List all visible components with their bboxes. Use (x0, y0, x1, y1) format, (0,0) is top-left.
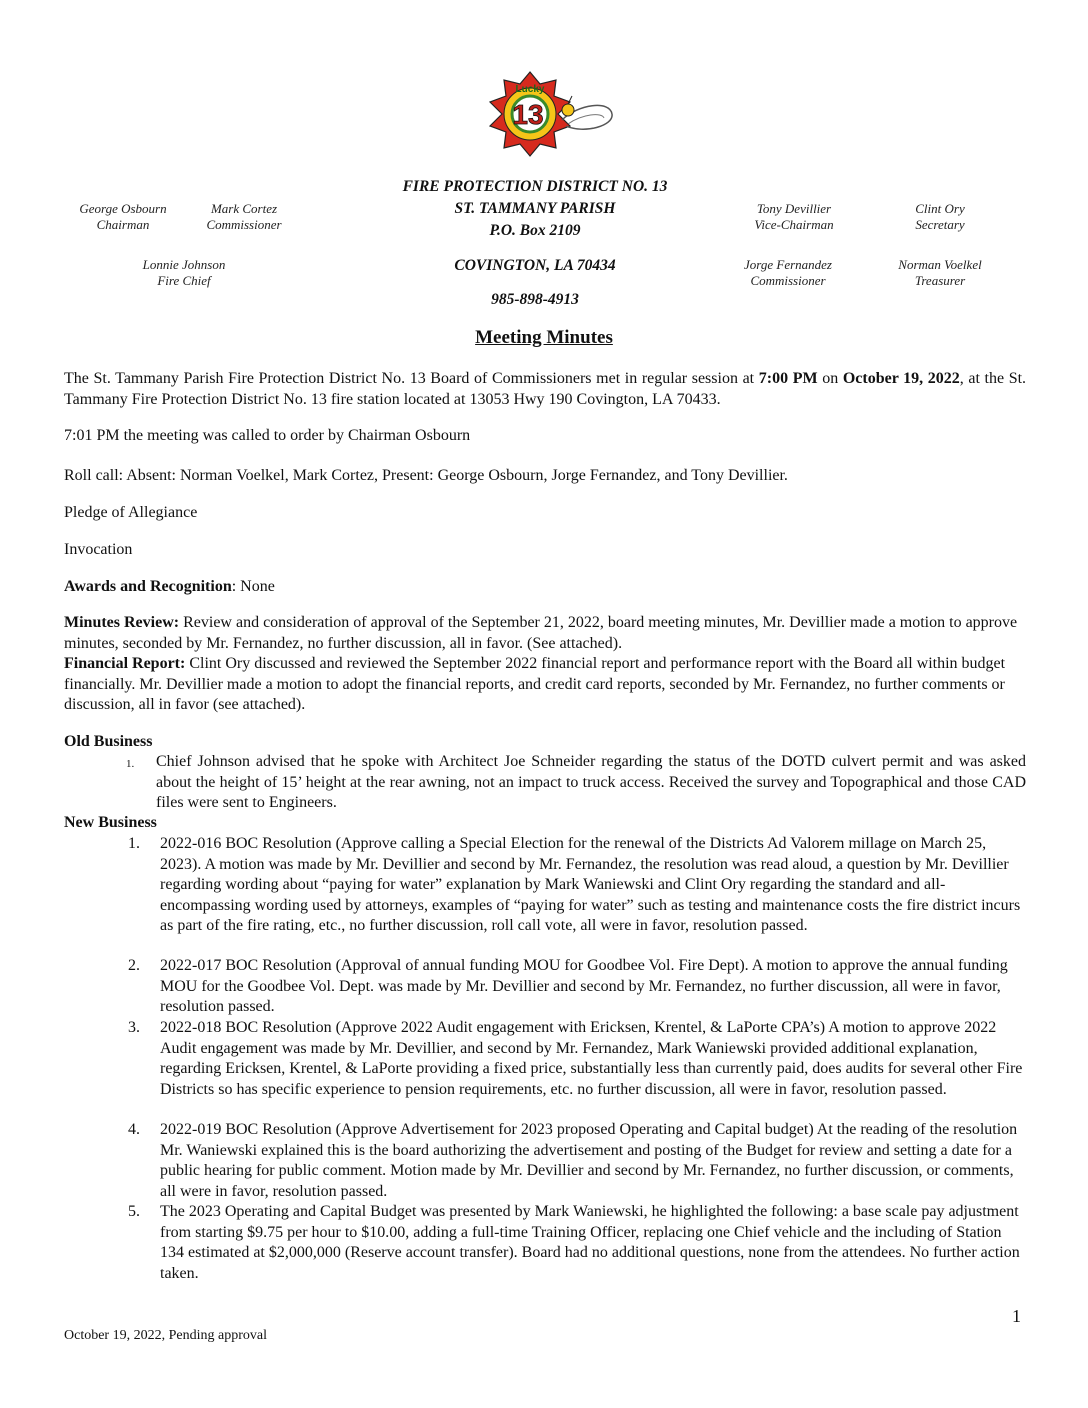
roll-call: Roll call: Absent: Norman Voelkel, Mark Cortez, Present: George Osbourn, Jorge Fernandez, and Tony Devillier. (64, 467, 788, 484)
header-person: Lonnie Johnson Fire Chief (142, 257, 226, 288)
header-person: Norman Voelkel Treasurer (898, 257, 982, 288)
header-person: Mark Cortez Commissioner (206, 201, 282, 232)
invocation: Invocation (64, 541, 133, 558)
page-number: 1 (1012, 1306, 1021, 1326)
list-item: 2022-017 BOC Resolution (Approval of annual funding MOU for Goodbee Vol. Fire Dept). A motion to approve the annual funding MOU for the Goodbee Vol. Dept. was made by Mr. Devillier and second by Mr. Fernandez, no further discussion, all were in favor, resolution passed. (160, 957, 1008, 1015)
minutes-review: Minutes Review: Review and consideration of approval of the September 21, 2022, board meeting minutes, Mr. Devillier made a motion to approve minutes, seconded by Mr. Fernandez, no further discussion, all in favor. (See attached). (64, 614, 1018, 652)
footer-text: October 19, 2022, Pending approval (64, 1328, 267, 1343)
awards: Awards and Recognition: None (64, 578, 275, 595)
list-number: 5. (128, 1203, 140, 1220)
list-number: 1. (126, 758, 135, 770)
header-person: Clint Ory Secretary (915, 201, 965, 232)
list-item: 2022-019 BOC Resolution (Approve Advertisement for 2023 proposed Operating and Capital budget) At the reading of the resolution Mr. Waniewski explained this is the board authorizing the advertisement and posting of the Budget for review and setting a date for a public hearing for public comment. Motion made by Mr. Devillier and second by Mr. Fernandez, no further discussion, or comments, all were in favor, resolution passed. (160, 1121, 1018, 1200)
intro-paragraph: The St. Tammany Parish Fire Protection District No. 13 Board of Commissioners met in regular session at 7:00 PM on October 19, 2022, at the St. Tammany Fire Protection District No. 13 fire station located at 13053 Hwy 190 Covington, LA 70433. (64, 370, 1027, 408)
header-phone: 985-898-4913 (491, 291, 579, 308)
header-city: COVINGTON, LA 70434 (454, 257, 616, 274)
header-parish: ST. TAMMANY PARISH (454, 200, 616, 217)
old-business-heading: Old Business (64, 733, 153, 750)
call-to-order: 7:01 PM the meeting was called to order by Chairman Osbourn (64, 427, 471, 444)
list-number: 1. (128, 835, 140, 852)
header-org-name: FIRE PROTECTION DISTRICT NO. 13 (402, 178, 668, 195)
list-item: Chief Johnson advised that he spoke with Architect Joe Schneider regarding the status of the DOTD culvert permit and was asked about the height of 15’ height at the rear awning, not an impact to truck access. Received the survey and Topographical and those CAD files were sent to Engineers. (156, 753, 1026, 811)
header-person: George Osbourn Chairman (79, 201, 167, 232)
financial-report: Financial Report: Clint Ory discussed and reviewed the September 2022 financial report and performance report with the Board all within budget financially. Mr. Devillier made a motion to adopt the financial reports, and credit card reports, seconded by Mr. Fernandez, no further comments or discussion, all in favor (see attached). (64, 655, 1006, 713)
list-item: 2022-016 BOC Resolution (Approve calling a Special Election for the renewal of the Districts Ad Valorem millage on March 25, 2023). A motion was made by Mr. Devillier and second by Mr. Fernandez, the resolution was read aloud, a question by Mr. Devillier regarding wording about “paying for water” explanation by Mark Waniewski and Clint Ory regarding the standard and all-encompassing wording used by attorneys, examples of “paying for water” such as testing and maintenance costs the fire district incurs as part of the fire rating, etc., no further discussion, roll call vote, all were in favor, resolution passed. (160, 835, 1021, 934)
logo-arc-text: Lucky (515, 84, 545, 95)
logo-number: 13 (512, 99, 544, 130)
header-person: Jorge Fernandez Commissioner (744, 257, 832, 288)
list-number: 4. (128, 1121, 140, 1138)
page-title: Meeting Minutes (475, 327, 613, 348)
list-item: The 2023 Operating and Capital Budget was presented by Mark Waniewski, he highlighted the following: a base scale pay adjustment from starting $9.75 per hour to $10.00, adding a full-time Training Officer, replacing one Chief vehicle and the including of Station 134 estimated at $2,000,000 (Reserve account transfer). Board had no additional questions, none from the attendees. No further action taken. (160, 1203, 1020, 1282)
pledge: Pledge of Allegiance (64, 504, 198, 521)
new-business-heading: New Business (64, 814, 157, 831)
header-po-box: P.O. Box 2109 (489, 222, 581, 239)
list-item: 2022-018 BOC Resolution (Approve 2022 Audit engagement with Ericksen, Krentel, & LaPorte CPA’s) A motion to approve 2022 Audit engagement was made by Mr. Devillier, and second by Mr. Fernandez, Mark Waniewski provided additional explanation, regarding Ericksen, Krentel, & LaPorte providing a fixed price, substantially less than currently paid, does audits for several other Fire Districts so has specific experience to pension requirements, etc. no further discussion, all were in favor, resolution passed. (160, 1019, 1023, 1098)
list-number: 3. (128, 1019, 140, 1036)
list-number: 2. (128, 957, 140, 974)
header-person: Tony Devillier Vice-Chairman (754, 201, 834, 232)
district-logo (470, 70, 618, 158)
